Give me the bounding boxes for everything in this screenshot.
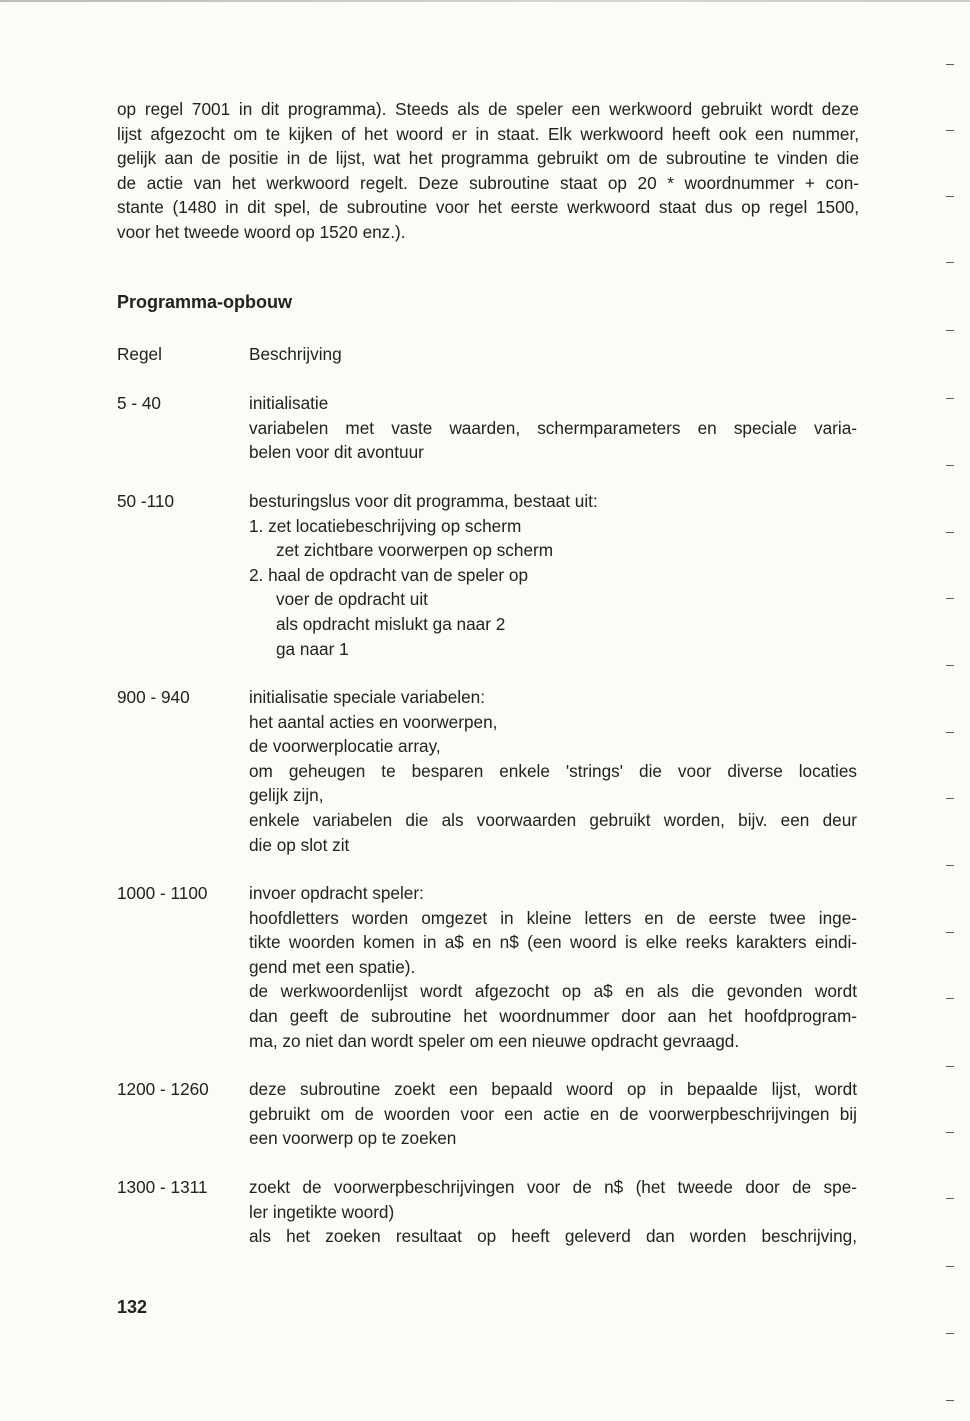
intro-line: de actie van het werkwoord regelt. Deze subroutine staat op 20 * woordnummer + con- [117, 172, 859, 193]
desc-line: zoekt de voorwerpbeschrijvingen voor de n$ (het tweede door de spe- [249, 1177, 857, 1197]
desc-line: gebruikt om de woorden voor een actie en de voorwerpbeschrijvingen bij [249, 1103, 857, 1124]
desc-line: initialisatie [249, 393, 329, 413]
desc-line: ler ingetikte woord) [249, 1201, 395, 1222]
desc-line: het aantal acties en voorwerpen, [249, 711, 498, 732]
row-regel: 1000 - 1100 [117, 883, 208, 903]
desc-line: belen voor dit avontuur [249, 442, 424, 463]
edge-tick [946, 130, 954, 131]
desc-line: deze subroutine zoekt een bepaald woord op in bepaalde lijst, wordt [249, 1079, 857, 1099]
edge-tick [946, 1198, 954, 1199]
edge-tick [946, 262, 954, 263]
desc-line: initialisatie speciale variabelen: [249, 687, 485, 707]
desc-line: hoofdletters worden omgezet in kleine letters en de eerste twee inge- [249, 907, 857, 928]
intro-line: op regel 7001 in dit programma). Steeds als de speler een werkwoord gebruikt wordt deze [117, 99, 859, 119]
edge-tick [946, 64, 954, 65]
row-description [249, 685, 857, 857]
desc-line: dan geeft de subroutine het woordnummer door aan het hoofdprogram- [249, 1005, 857, 1026]
edge-tick [946, 532, 954, 533]
desc-line: als opdracht mislukt ga naar 2 [276, 613, 506, 634]
desc-line: gelijk zijn, [249, 785, 324, 806]
edge-tick [946, 1266, 954, 1267]
edge-tick [946, 865, 954, 866]
desc-line: om geheugen te besparen enkele 'strings' die voor diverse locaties [249, 760, 857, 781]
edge-tick [946, 1132, 954, 1133]
row-regel: 1200 - 1260 [117, 1079, 209, 1099]
edge-tick [946, 598, 954, 599]
desc-line: invoer opdracht speler: [249, 883, 424, 903]
edge-tick [946, 465, 954, 466]
intro-line: voor het tweede woord op 1520 enz.). [117, 221, 406, 242]
row-regel: 50 -110 [117, 491, 175, 511]
page-edge-marks [930, 0, 970, 1421]
desc-line: 1. zet locatiebeschrijving op scherm [249, 515, 522, 536]
row-description [249, 489, 857, 661]
intro-line: gelijk aan de positie in de lijst, wat het programma gebruikt om de subroutine te vinden die [117, 148, 859, 169]
row-regel: 5 - 40 [117, 393, 161, 413]
intro-paragraph [117, 97, 859, 245]
edge-tick [946, 398, 954, 399]
desc-line: variabelen met vaste waarden, schermparameters en speciale varia- [249, 417, 857, 438]
desc-line: gend met een spatie). [249, 956, 416, 977]
desc-line: 2. haal de opdracht van de speler op [249, 564, 529, 585]
desc-line: voer de opdracht uit [276, 589, 428, 610]
row-description [249, 1077, 857, 1151]
row-description [249, 881, 857, 1053]
desc-line: de werkwoordenlijst wordt afgezocht op a$ en als die gevonden wordt [249, 981, 857, 1002]
header-regel: Regel [117, 344, 162, 364]
desc-line: besturingslus voor dit programma, bestaat uit: [249, 491, 598, 511]
top-edge-rule [0, 0, 970, 2]
section-heading: Programma-opbouw [117, 292, 293, 312]
desc-line: als het zoeken resultaat op heeft geleverd dan worden beschrijving, [249, 1226, 857, 1247]
edge-tick [946, 932, 954, 933]
row-regel: 900 - 940 [117, 687, 190, 707]
edge-tick [946, 1400, 954, 1401]
desc-line: de voorwerplocatie array, [249, 736, 441, 757]
edge-tick [946, 732, 954, 733]
desc-line: een voorwerp op te zoeken [249, 1128, 457, 1149]
intro-line: stante (1480 in dit spel, de subroutine voor het eerste werkwoord staat dus op regel 1500, [117, 197, 859, 218]
edge-tick [946, 798, 954, 799]
desc-line: tikte woorden komen in a$ en n$ (een woord is elke reeks karakters eindi- [249, 932, 857, 953]
edge-tick [946, 998, 954, 999]
edge-tick [946, 1333, 954, 1334]
edge-tick [946, 330, 954, 331]
edge-tick [946, 665, 954, 666]
desc-line: die op slot zit [249, 834, 350, 855]
page-number: 132 [117, 1297, 148, 1317]
row-description [249, 391, 857, 465]
desc-line: zet zichtbare voorwerpen op scherm [276, 540, 554, 561]
row-regel: 1300 - 1311 [117, 1177, 208, 1197]
intro-line: lijst afgezocht om te kijken of het woord er in staat. Elk werkwoord heeft ook een nummer, [117, 123, 859, 144]
header-beschrijving: Beschrijving [249, 344, 342, 364]
row-description [249, 1175, 857, 1249]
edge-tick [946, 1066, 954, 1067]
desc-line: ga naar 1 [276, 638, 349, 659]
desc-line: ma, zo niet dan wordt speler om een nieuwe opdracht gevraagd. [249, 1030, 740, 1051]
desc-line: enkele variabelen die als voorwaarden gebruikt worden, bijv. een deur [249, 809, 857, 830]
edge-tick [946, 196, 954, 197]
